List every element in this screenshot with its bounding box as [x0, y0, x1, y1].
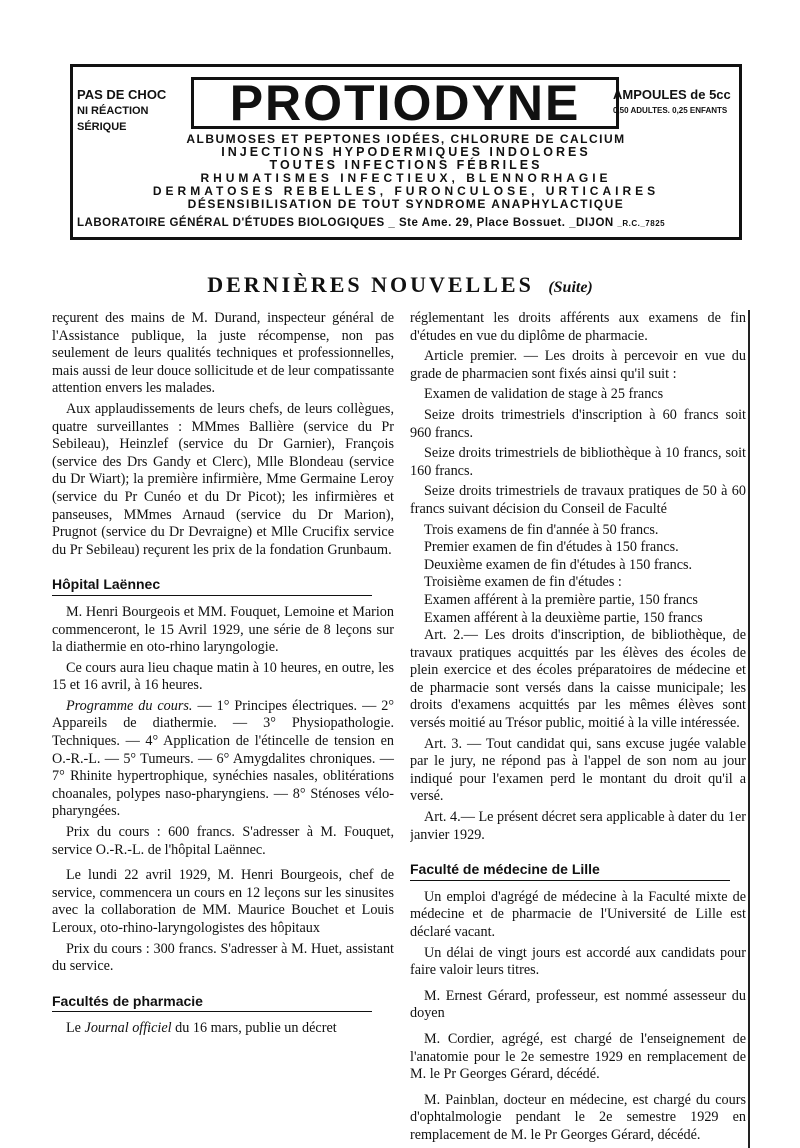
fee-item-1: Trois examens de fin d'année à 50 francs. [424, 521, 659, 538]
ad-line-2: INJECTIONS HYPODERMIQUES INDOLORES [221, 145, 591, 159]
right-column [410, 310, 750, 1148]
right-paragraph-4: Seize droits trimestriels d'inscription à 60 francs soit 960 francs. [410, 406, 746, 441]
fee-item-5: Examen afférent à la première partie, 150 francs [424, 591, 698, 608]
ad-laboratory-address: LABORATOIRE GÉNÉRAL D'ÉTUDES BIOLOGIQUES _ Ste Ame. 29, Place Bossuet. _DIJON [77, 217, 614, 229]
left-paragraph-3: M. Henri Bourgeois et MM. Fouquet, Lemoine et Marion commenceront, le 15 Avril 1929, une série de 8 leçons sur la diathermie en oto-rhino laryngologie. [52, 603, 394, 656]
programme-text: — 1° Principes électriques. — 2° Appareils de diathermie. — 3° Physiopathologie. Techniques. — 4° Application de l'étincelle de tension en O.-R.-L. — 5° Tumeurs. — 6° Amygdalites chroniques. — 7° Rhinite hypertrophique, synéchies nasales, oblitérations choanales, polypes naso-pharyngiens. — 8° Sténoses vélo-pharyngées. [52, 697, 394, 820]
page-headline [0, 272, 800, 298]
left-paragraph-2: Aux applaudissements de leurs chefs, de leurs collègues, quatre surveillantes : MMmes Ballière (service du Pr Sebileau), Heinzlef (service du Dr Garnier), François (service des Drs Gandy et Clerc), Mlle Blondeau (service du Dr Wiart); la première infirmière, Mme Germaine Leroy (service du Pr Cunéo et du Dr Picot); les infirmières et panseuses, MMmes Arnaud (service du Dr Marion), Prugnot (service du Dr Devraigne) et Mlle Crucifix service du Pr Sebileau) reçurent les prix de la fondation Grunbaum. [52, 400, 394, 558]
ad-rc-number: _R.C._7825 [617, 219, 666, 228]
right-paragraph-3: Examen de validation de stage à 25 francs [424, 386, 664, 403]
right-paragraph-8: Art. 3. — Tout candidat qui, sans excuse jugée valable par le jury, ne répond pas à l'appel de son nom au jour indiqué pour l'examen perd le montant du droit qu'il a versé. [410, 735, 746, 805]
decree-intro: Le [66, 1020, 85, 1037]
right-paragraph-5: Seize droits trimestriels de bibliothèque à 10 francs, soit 160 francs. [410, 445, 746, 479]
ad-line-6: DÉSENSIBILISATION DE TOUT SYNDROME ANAPHYLACTIQUE [187, 197, 625, 211]
right-paragraph-12: M. Ernest Gérard, professeur, est nommé assesseur du doyen [410, 987, 746, 1022]
left-paragraph-8: Prix du cours : 300 francs. S'adresser à M. Huet, assistant du service. [52, 940, 394, 975]
left-paragraph-7: Le lundi 22 avril 1929, M. Henri Bourgeois, chef de service, commencera un cours en 12 leçons sur les sinusites avec la collaboration de MM. Maurice Bouchet et Louis Leroux, oto-rhino-laryngologistes des hôpitaux [52, 867, 394, 936]
right-paragraph-9: Art. 4.— Le présent décret sera applicable à dater du 1er janvier 1929. [410, 809, 746, 843]
right-paragraph-1: réglementant les droits afférents aux examens de fin d'études en vue du diplôme de pharmacie. [410, 310, 746, 344]
section-heading-facultes-pharmacie: Facultés de pharmacie [52, 993, 372, 1013]
headline-title: DERNIÈRES NOUVELLES [207, 272, 534, 297]
right-paragraph-10: Un emploi d'agrégé de médecine à la Faculté mixte de médecine et de pharmacie de l'Université de Lille est déclaré vacant. [410, 888, 746, 940]
ad-left-line2: NI RÉACTION SÉRIQUE [77, 105, 149, 133]
section-heading-hopital-laennec: Hôpital Laënnec [52, 576, 372, 596]
fee-item-2: Premier examen de fin d'études à 150 francs. [424, 539, 679, 556]
ad-right-note [613, 87, 735, 119]
fee-item-6: Examen afférent à la deuxième partie, 150 francs [424, 609, 703, 626]
ad-right-line2: 0,50 ADULTES. 0,25 ENFANTS [613, 106, 728, 115]
ad-line-1: ALBUMOSES ET PEPTONES IODÉES, CHLORURE DE CALCIUM [186, 132, 626, 146]
ad-right-line1: AMPOULES de 5cc [613, 87, 731, 102]
headline-suite: (Suite) [548, 279, 593, 296]
section-heading-faculte-lille: Faculté de médecine de Lille [410, 861, 730, 881]
programme-label: Programme du cours. [66, 697, 193, 714]
right-paragraph-14: M. Painblan, docteur en médecine, est chargé du cours d'ophtalmologie pendant le 2e semestre 1929 en remplacement de M. le Pr Georges Gérard, décédé. [410, 1091, 746, 1143]
left-paragraph-9 [52, 1020, 394, 1038]
left-paragraph-6: Prix du cours : 600 francs. S'adresser à M. Fouquet, service O.-R.-L. de l'hôpital Laënnec. [52, 824, 394, 858]
ad-laboratory-line [77, 217, 737, 229]
journal-officiel: Journal officiel [84, 1020, 172, 1037]
right-paragraph-13: M. Cordier, agrégé, est chargé de l'enseignement de l'anatomie pour le 2e semestre 1929 en remplacement de M. le Pr Georges Gérard, décédé. [410, 1030, 746, 1083]
left-paragraph-1: reçurent des mains de M. Durand, inspecteur général de l'Assistance publique, la juste récompense, non pas seulement de leurs qualités techniques et professionnelles, mais aussi de leur douce sollicitude et de leur compatissante attention envers les malades. [52, 310, 394, 397]
right-paragraph-6: Seize droits trimestriels de travaux pratiques de 50 à 60 francs suivant décision du Conseil de Faculté [410, 483, 746, 517]
left-paragraph-5 [52, 698, 394, 821]
fee-item-4: Troisième examen de fin d'études : [424, 574, 622, 591]
decree-date: du 16 mars, publie un décret [171, 1020, 337, 1037]
ad-top-row [73, 77, 739, 133]
left-paragraph-4: Ce cours aura lieu chaque matin à 10 heures, en outre, les 15 et 16 avril, à 16 heures. [52, 659, 394, 694]
right-paragraph-2: Article premier. — Les droits à percevoir en vue du grade de pharmacien sont fixés ainsi qu'il suit : [410, 348, 746, 382]
ad-brand-name: PROTIODYNE [191, 77, 619, 129]
ad-line-4: RHUMATISMES INFECTIEUX, BLENNORHAGIE [200, 171, 612, 185]
ad-line-3: TOUTES INFECTIONS FÉBRILES [269, 158, 543, 172]
ad-left-note [77, 87, 189, 135]
fee-item-3: Deuxième examen de fin d'études à 150 francs. [424, 556, 693, 573]
left-column [52, 310, 394, 1041]
ad-line-5: DERMATOSES REBELLES, FURONCULOSE, URTICAIRES [152, 184, 660, 198]
right-paragraph-7: Art. 2.— Les droits d'inscription, de bibliothèque, de travaux pratiques acquittés par les élèves des écoles de plein exercice et des écoles préparatoires de médecine et de pharmacie sont versés dans la caisse municipale; les droits d'examens acquittés par les mêmes élèves sont versés moitié au Trésor public, moitié à la ville intéressée. [410, 627, 746, 732]
right-paragraph-11: Un délai de vingt jours est accordé aux candidats pour faire valoir leurs titres. [410, 944, 746, 979]
advertisement-box [70, 64, 742, 240]
ad-left-line1: PAS DE CHOC [77, 87, 167, 102]
